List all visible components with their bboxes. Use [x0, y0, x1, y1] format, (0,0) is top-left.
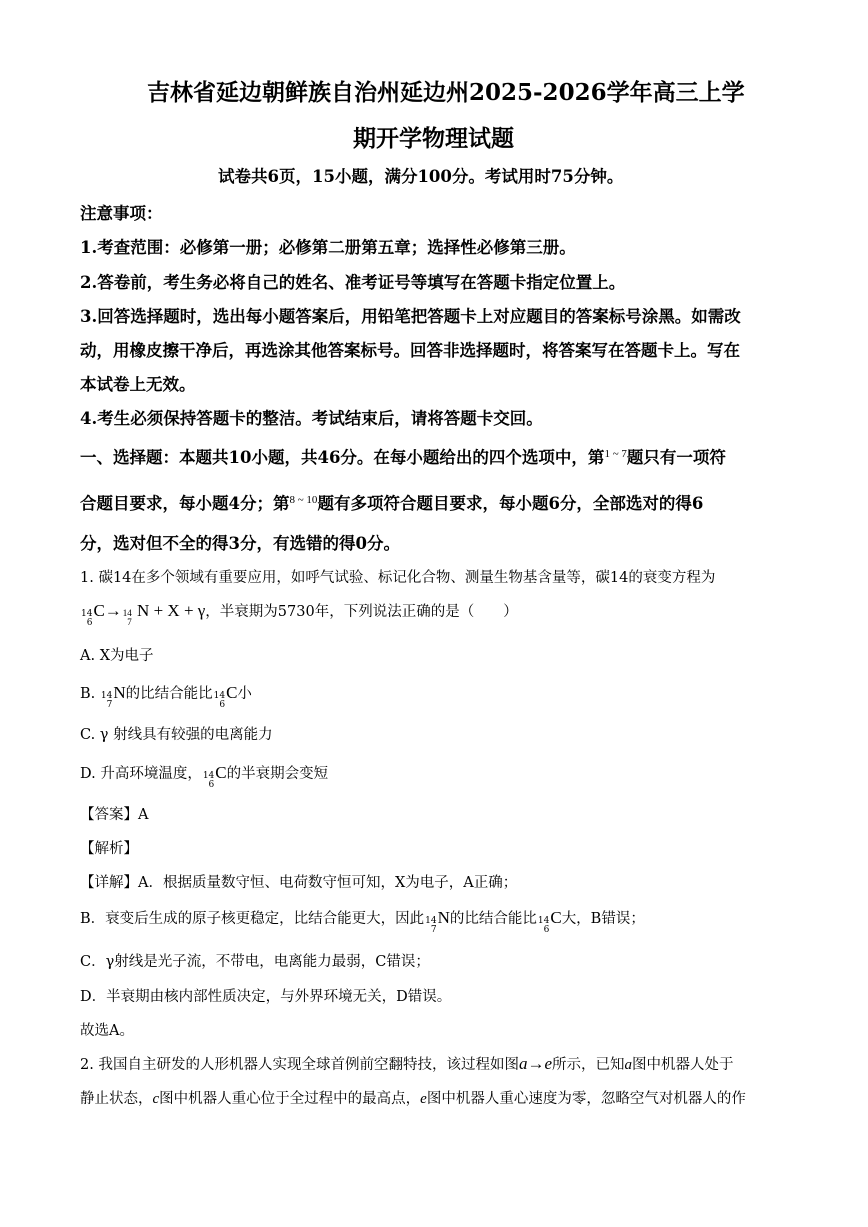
var-a: a: [518, 1054, 528, 1073]
q1-option-a: A. X为电子: [80, 648, 154, 664]
notice-item-3-line2: 动，用橡皮擦干净后，再选涂其他答案标号。回答非选择题时，将答案写在答题卡上。写在: [80, 341, 740, 360]
question-range-8-10: 8 ~ 10: [289, 494, 318, 506]
q1-analysis-label: 【解析】: [80, 841, 138, 857]
q1-stem-line2: 14 6 C→ 14 7 N + X + γ，半衰期为5730年，下列说法正确的是（ ）: [81, 601, 518, 628]
page-title-line1: 吉林省延边朝鲜族自治州延边州2025-2026学年高三上学: [147, 79, 745, 106]
section1-line1: 一、选择题：本题共10小题，共46分。在每小题给出的四个选项中，第$^{1 \sim 7}$题只有一项符: [80, 448, 726, 467]
notice-item-1: 1.考查范围：必修第一册；必修第二册第五章；选择性必修第三册。: [80, 238, 576, 257]
q1-detail-a: 【详解】A．根据质量数守恒、电荷数守恒可知，X为电子，A正确；: [80, 875, 518, 891]
section1-line3: 分，选对但不全的得3分，有选错的得0分。: [80, 534, 400, 553]
q2-stem-line1: 2. 我国自主研发的人形机器人实现全球首例前空翻特技，该过程如图a→e所示，已知a图中机器人处于: [80, 1054, 734, 1073]
q2-stem-line2: 静止状态，c图中机器人重心位于全过程中的最高点，e图中机器人重心速度为零，忽略空气对机器人的作: [80, 1091, 746, 1107]
q1-stem-line1: 1. 碳14在多个领域有重要应用，如呼气试验、标记化合物、测量生物基含量等，碳14的衰变方程为: [80, 570, 716, 586]
decay-equation: → 14 7 N + X + γ: [104, 601, 206, 627]
q1-choose: 故选A。: [80, 1023, 134, 1039]
var-a: a: [624, 1057, 632, 1073]
q1-option-b: B. 14 7 N的比结合能比 14 6 C小: [80, 683, 252, 710]
q1-detail-b: B．衰变后生成的原子核更稳定，比结合能更大，因此 14 7 N的比结合能比 14 6 C大，B错误；: [80, 908, 645, 935]
nuclide-n14: 14 7 N: [425, 908, 450, 935]
notice-item-4: 4.考生必须保持答题卡的整洁。考试结束后，请将答题卡交回。: [80, 409, 543, 428]
section1-line2: 合题目要求，每小题4分；第$^{8 \sim 10}$题有多项符合题目要求，每小题6分，全部选对的得6: [80, 494, 704, 513]
q1-answer: 【答案】A: [80, 807, 149, 823]
nuclide-n14: 14 7 N: [100, 683, 126, 710]
q1-detail-d: D．半衰期由核内部性质决定，与外界环境无关，D错误。: [80, 989, 452, 1005]
nuclide-c14: 14 6 C: [537, 908, 562, 935]
page-title-line2: 期开学物理试题: [353, 125, 514, 152]
notice-heading: 注意事项：: [80, 204, 163, 223]
notice-item-2: 2.答卷前，考生务必将自己的姓名、准考证号等填写在答题卡指定位置上。: [80, 273, 626, 292]
nuclide-c14: 14 6 C: [81, 601, 105, 628]
notice-item-3-line1: 3.回答选择题时，选出每小题答案后，用铅笔把答题卡上对应题目的答案标号涂黑。如需改: [80, 307, 741, 326]
q1-detail-c: C．γ射线是光子流，不带电，电离能力最弱，C错误；: [80, 954, 430, 970]
arrow-symbol: →: [527, 1054, 545, 1073]
nuclide-c14: 14 6 C: [213, 683, 238, 710]
question-range-1-7: 1 ~ 7: [604, 448, 627, 460]
exam-subtitle: 试卷共6页，15小题，满分100分。考试用时75分钟。: [218, 167, 624, 186]
notice-item-3-line3: 本试卷上无效。: [80, 375, 196, 394]
q1-option-d: D. 升高环境温度， 14 6 C的半衰期会变短: [80, 763, 329, 790]
var-c: c: [152, 1091, 160, 1107]
q1-option-c: C. γ 射线具有较强的电离能力: [80, 727, 273, 743]
var-e: e: [544, 1054, 552, 1073]
nuclide-c14: 14 6 C: [202, 763, 227, 790]
var-e: e: [420, 1091, 427, 1107]
